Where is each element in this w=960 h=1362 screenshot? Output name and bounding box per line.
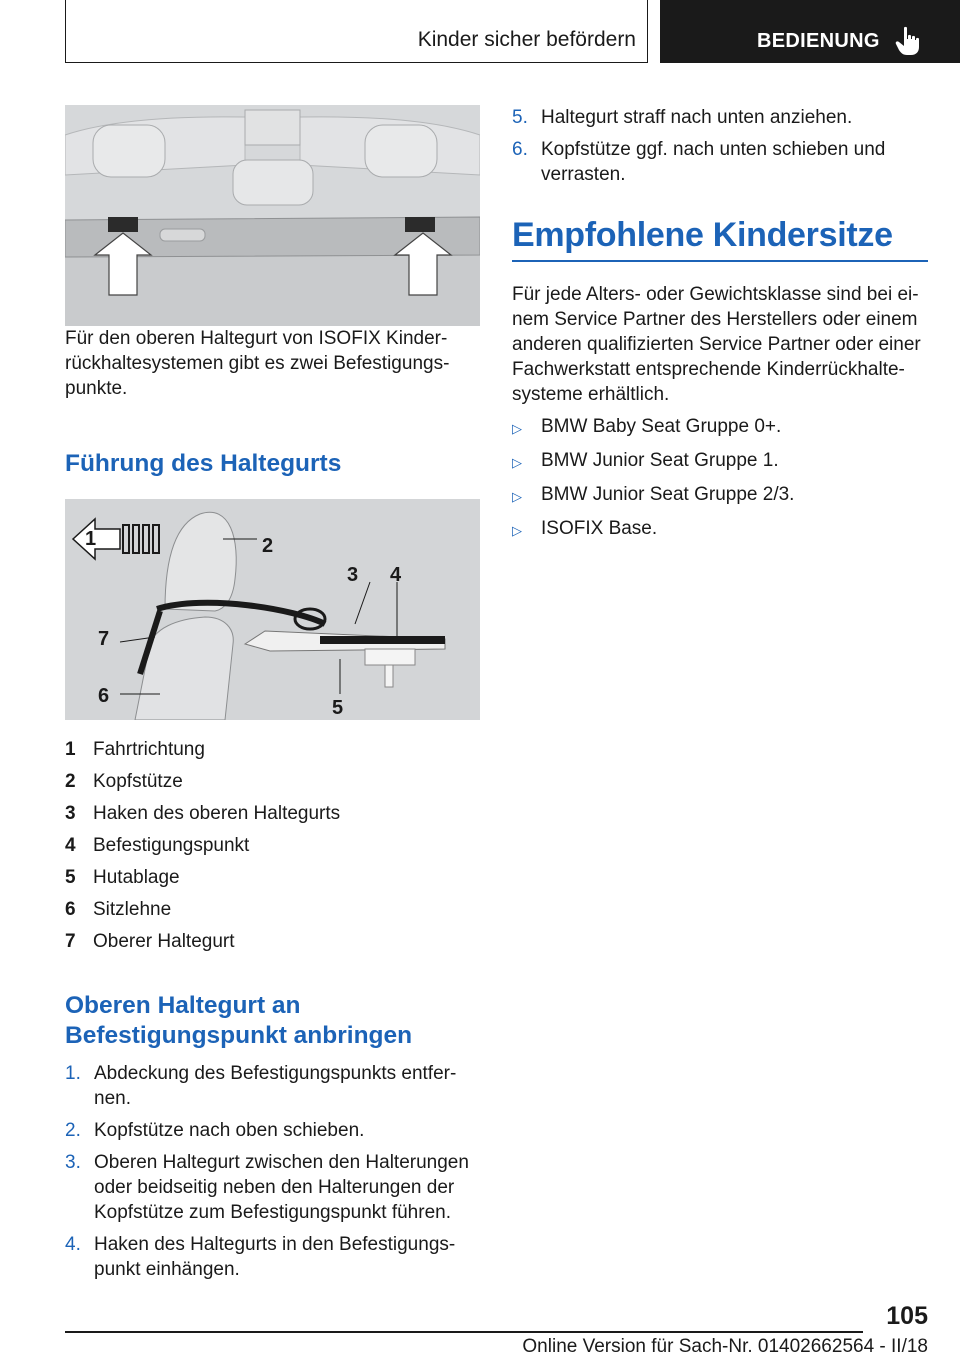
figure2-callout: 6 (98, 685, 110, 707)
section-title: Kinder sicher befördern (417, 28, 636, 51)
left-column (65, 105, 480, 1289)
legend-item: 7 Oberer Haltegurt (65, 931, 235, 952)
attach-steps (65, 1061, 480, 1282)
triangle-bullet-icon: ▷ (512, 522, 522, 538)
figure2-callout: 5 (332, 697, 344, 719)
pointing-hand-icon (895, 26, 921, 56)
recommended-intro: Für jede Alters- oder Gewichtsklasse sind bei einem Service Partner des Herstellers oder einem anderen qualifizierten Service Partner oder einer Fachwerkstatt entsprechende Kinderrückhaltesysteme erhältlich. (512, 283, 921, 405)
heading-recommended-seats: Empfohlene Kindersitze (512, 216, 893, 254)
legend-item: 3 Haken des oberen Haltegurts (65, 803, 341, 824)
figure2-callout: 1 (85, 528, 97, 550)
legend-item: 2 Kopfstütze (65, 771, 183, 792)
attach-steps-continued (512, 105, 928, 187)
figure2-callout: 3 (347, 564, 359, 586)
legend-item: 5 Hutablage (65, 867, 180, 888)
seat-list-item: ▷ BMW Baby Seat Gruppe 0+. (512, 414, 928, 441)
footer-rule (65, 1331, 863, 1333)
recommended-seat-list (512, 414, 928, 543)
step-item: 2. Kopfstütze nach oben schieben. (65, 1120, 365, 1141)
page-number: 105 (886, 1302, 928, 1330)
triangle-bullet-icon: ▷ (512, 454, 522, 470)
figure2-callout: 7 (98, 628, 110, 650)
step-item: 6. Kopfstütze ggf. nach unten schieben und verrasten. (512, 139, 886, 185)
figure2-callout: 2 (262, 535, 274, 557)
figure1-caption: Für den oberen Haltegurt von ISOFIX Kinderrückhaltesystemen gibt es zwei Befestigungspunkte. (65, 328, 450, 399)
heading-guidance: Führung des Haltegurts (65, 450, 342, 477)
tether-routing-figure (65, 499, 480, 720)
step-item: 5. Haltegurt straff nach unten anziehen. (512, 107, 853, 128)
legend-item: 6 Sitzlehne (65, 899, 172, 920)
heading-rule (512, 260, 928, 262)
triangle-bullet-icon: ▷ (512, 488, 522, 504)
seat-list-item: ▷ ISOFIX Base. (512, 516, 928, 543)
step-item: 1. Abdeckung des Befestigungspunkts entfernen. (65, 1063, 457, 1109)
legend-item: 1 Fahrtrichtung (65, 739, 205, 760)
seat-list-item: ▷ BMW Junior Seat Gruppe 2/3. (512, 482, 928, 509)
figure2-legend (65, 734, 480, 958)
triangle-bullet-icon: ▷ (512, 420, 522, 436)
legend-item: 4 Befestigungspunkt (65, 835, 250, 856)
step-item: 4. Haken des Haltegurts in den Befestigungspunkt einhängen. (65, 1234, 456, 1280)
figure2-callout: 4 (390, 564, 402, 586)
step-item: 3. Oberen Haltegurt zwischen den Halterungen oder beidseitig neben den Halterungen der Kopfstütze zum Befestigungspunkt führen. (65, 1152, 469, 1223)
right-column (512, 105, 928, 550)
seat-list-item: ▷ BMW Junior Seat Gruppe 1. (512, 448, 928, 475)
chapter-label: BEDIENUNG (757, 30, 880, 52)
chapter-tab[interactable] (660, 0, 960, 63)
rear-shelf-isofix-figure (65, 105, 480, 326)
online-version-note: Online Version für Sach-Nr. 01402662564 - II/18 (522, 1336, 928, 1357)
heading-attach: Oberen Haltegurt an Befestigungspunkt anbringen (65, 992, 413, 1049)
